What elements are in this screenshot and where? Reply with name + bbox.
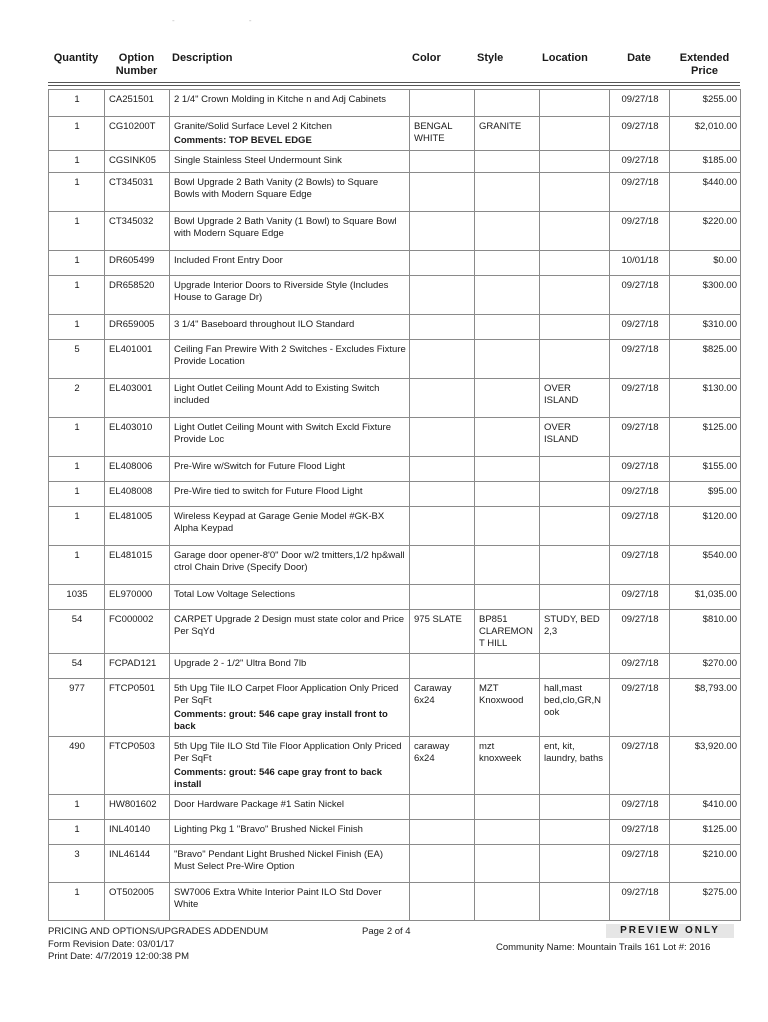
description-text: "Bravo" Pendant Light Brushed Nickel Finish (EA) Must Select Pre-Wire Option [174,849,383,872]
quantity-cell: 1 [49,883,105,921]
description-text: 3 1/4" Baseboard throughout ILO Standard [174,319,355,330]
quantity-cell: 490 [49,737,105,795]
quantity-cell: 977 [49,679,105,737]
description-cell [170,379,410,418]
quantity-cell: 1 [49,418,105,457]
color-cell [410,507,475,546]
color-cell [410,276,475,315]
location-cell: OVER ISLAND [540,418,610,457]
option-number-cell: INL40140 [105,820,170,845]
color-cell [410,820,475,845]
price-cell: $2,010.00 [670,117,741,151]
location-cell [540,212,610,251]
description-text: Light Outlet Ceiling Mount with Switch Excld Fixture Provide Loc [174,422,392,445]
option-number-cell: CA251501 [105,90,170,117]
location-cell: hall,mast bed,clo,GR,N ook [540,679,610,737]
option-number-cell: OT502005 [105,883,170,921]
style-cell [475,845,540,883]
price-cell: $810.00 [670,610,741,654]
style-cell [475,418,540,457]
quantity-cell: 1 [49,546,105,585]
quantity-cell: 3 [49,845,105,883]
description-text: Wireless Keypad at Garage Genie Model #GK-BX Alpha Keypad [174,511,385,534]
quantity-cell: 1 [49,276,105,315]
date-cell: 09/27/18 [610,820,670,845]
location-cell [540,251,610,276]
option-number-cell: FTCP0501 [105,679,170,737]
style-cell [475,482,540,507]
header-divider [48,82,740,83]
option-number-cell: DR658520 [105,276,170,315]
header-option-number: Option Number [115,52,158,77]
description-cell [170,212,410,251]
description-cell [170,90,410,117]
location-cell [540,845,610,883]
date-cell: 09/27/18 [610,737,670,795]
description-cell [170,151,410,173]
location-cell [540,315,610,340]
option-number-cell: EL408008 [105,482,170,507]
quantity-cell: 1 [49,173,105,212]
color-cell [410,212,475,251]
table-row [49,507,741,546]
style-cell [475,795,540,820]
price-cell: $185.00 [670,151,741,173]
option-number-cell: EL481005 [105,507,170,546]
color-cell: caraway 6x24 [410,737,475,795]
price-cell: $210.00 [670,845,741,883]
date-cell: 09/27/18 [610,507,670,546]
description-cell [170,845,410,883]
form-title: PRICING AND OPTIONS/UPGRADES ADDENDUM [48,926,269,937]
quantity-cell: 1 [49,820,105,845]
date-cell: 09/27/18 [610,457,670,482]
color-cell [410,546,475,585]
date-cell: 09/27/18 [610,845,670,883]
color-cell: BENGAL WHITE [410,117,475,151]
description-text: Garage door opener-8'0" Door w/2 tmitters,1/2 hp&wall ctrol Chain Drive (Specify Door) [174,550,405,573]
description-cell [170,585,410,610]
location-cell: OVER ISLAND [540,379,610,418]
date-cell: 09/27/18 [610,585,670,610]
color-cell [410,315,475,340]
style-cell [475,90,540,117]
description-cell [170,820,410,845]
quantity-cell: 1 [49,795,105,820]
header-quantity: Quantity [53,52,99,64]
option-number-cell: HW801602 [105,795,170,820]
print-date: Print Date: 4/7/2019 12:00:38 PM [48,951,190,962]
color-cell [410,173,475,212]
style-cell [475,173,540,212]
table-row [49,117,741,151]
price-cell: $220.00 [670,212,741,251]
table-row [49,418,741,457]
description-cell [170,883,410,921]
quantity-cell: 2 [49,379,105,418]
table-row [49,151,741,173]
table-row [49,482,741,507]
location-cell [540,151,610,173]
style-cell [475,151,540,173]
price-cell: $270.00 [670,654,741,679]
location-cell [540,795,610,820]
location-cell [540,340,610,379]
location-cell [540,276,610,315]
price-cell: $255.00 [670,90,741,117]
style-cell [475,276,540,315]
description-cell [170,457,410,482]
description-text: 2 1/4" Crown Molding in Kitche n and Adj Cabinets [174,94,386,105]
style-cell [475,340,540,379]
description-text: SW7006 Extra White Interior Paint ILO Std Dover White [174,887,382,910]
location-cell [540,654,610,679]
description-text: Lighting Pkg 1 "Bravo" Brushed Nickel Finish [174,824,363,835]
color-cell [410,845,475,883]
quantity-cell: 1 [49,315,105,340]
style-cell [475,585,540,610]
option-number-cell: CG10200T [105,117,170,151]
description-text: Door Hardware Package #1 Satin Nickel [174,799,345,810]
header-color: Color [412,52,441,64]
style-cell [475,212,540,251]
table-row [49,457,741,482]
option-number-cell: DR605499 [105,251,170,276]
description-cell [170,679,410,737]
description-cell [170,737,410,795]
option-number-cell: EL408006 [105,457,170,482]
description-cell [170,795,410,820]
description-text: Included Front Entry Door [174,255,283,266]
option-number-cell: EL403010 [105,418,170,457]
option-number-cell: CGSINK05 [105,151,170,173]
header-divider [48,85,740,86]
table-row [49,340,741,379]
price-cell: $410.00 [670,795,741,820]
color-cell [410,585,475,610]
table-row [49,546,741,585]
description-cell [170,546,410,585]
style-cell: BP851 CLAREMON T HILL [475,610,540,654]
option-number-cell: EL401001 [105,340,170,379]
style-cell [475,379,540,418]
option-number-cell: FTCP0503 [105,737,170,795]
color-cell [410,418,475,457]
quantity-cell: 54 [49,610,105,654]
style-cell [475,654,540,679]
date-cell: 09/27/18 [610,883,670,921]
date-cell: 09/27/18 [610,418,670,457]
date-cell: 09/27/18 [610,340,670,379]
price-cell: $540.00 [670,546,741,585]
date-cell: 09/27/18 [610,151,670,173]
column-header-row [48,48,740,80]
option-number-cell: FC000002 [105,610,170,654]
page-number: Page 2 of 4 [362,926,411,937]
color-cell [410,251,475,276]
description-cell [170,482,410,507]
quantity-cell: 1035 [49,585,105,610]
header-location: Location [542,52,588,64]
style-cell: mzt knoxweek [475,737,540,795]
price-cell: $440.00 [670,173,741,212]
location-cell [540,546,610,585]
option-number-cell: EL970000 [105,585,170,610]
description-text: CARPET Upgrade 2 Design must state color and Price Per SqYd [174,614,405,637]
description-text: Bowl Upgrade 2 Bath Vanity (2 Bowls) to Square Bowls with Modern Square Edge [174,177,379,200]
table-row [49,90,741,117]
description-cell [170,173,410,212]
style-cell [475,507,540,546]
location-cell: ent, kit, laundry, baths [540,737,610,795]
color-cell: 975 SLATE [410,610,475,654]
quantity-cell: 1 [49,117,105,151]
description-text: Pre-Wire tied to switch for Future Flood Light [174,486,363,497]
style-cell [475,883,540,921]
color-cell: Caraway 6x24 [410,679,475,737]
description-text: Light Outlet Ceiling Mount Add to Existing Switch included [174,383,380,406]
date-cell: 09/27/18 [610,482,670,507]
table-row [49,610,741,654]
table-row [49,795,741,820]
table-row [49,251,741,276]
table-row [49,654,741,679]
quantity-cell: 1 [49,90,105,117]
color-cell [410,379,475,418]
color-cell [410,340,475,379]
form-info [48,926,268,964]
style-cell [475,315,540,340]
description-cell [170,315,410,340]
date-cell: 09/27/18 [610,117,670,151]
header-extended-price: Extended Price [679,52,730,77]
color-cell [410,883,475,921]
date-cell: 09/27/18 [610,654,670,679]
price-cell: $8,793.00 [670,679,741,737]
table-row [49,315,741,340]
date-cell: 09/27/18 [610,379,670,418]
date-cell: 09/27/18 [610,610,670,654]
option-number-cell: CT345032 [105,212,170,251]
scan-artifact: - - [172,16,288,25]
price-cell: $95.00 [670,482,741,507]
description-text: 5th Upg Tile ILO Carpet Floor Application Only Priced Per SqFt [174,683,399,706]
description-cell [170,507,410,546]
option-number-cell: FCPAD121 [105,654,170,679]
price-cell: $825.00 [670,340,741,379]
price-cell: $310.00 [670,315,741,340]
price-cell: $155.00 [670,457,741,482]
table-row [49,845,741,883]
description-cell [170,418,410,457]
quantity-cell: 1 [49,457,105,482]
option-number-cell: DR659005 [105,315,170,340]
price-cell: $1,035.00 [670,585,741,610]
description-text: Bowl Upgrade 2 Bath Vanity (1 Bowl) to Square Bowl with Modern Square Edge [174,216,397,239]
style-cell [475,820,540,845]
table-row [49,883,741,921]
date-cell: 09/27/18 [610,315,670,340]
description-cell [170,251,410,276]
options-table [48,89,741,921]
table-row [49,679,741,737]
style-cell: MZT Knoxwood [475,679,540,737]
price-cell: $125.00 [670,820,741,845]
table-row [49,737,741,795]
date-cell: 09/27/18 [610,546,670,585]
preview-only-banner: PREVIEW ONLY [606,924,734,938]
color-cell [410,482,475,507]
form-revision-date: Form Revision Date: 03/01/17 [48,938,175,950]
price-cell: $3,920.00 [670,737,741,795]
description-text: 5th Upg Tile ILO Std Tile Floor Application Only Priced Per SqFt [174,741,402,764]
header-date: Date [627,52,651,64]
location-cell [540,585,610,610]
quantity-cell: 54 [49,654,105,679]
community-lot-info: Community Name: Mountain Trails 161 Lot #: 2016 [496,942,711,953]
description-cell [170,654,410,679]
color-cell [410,151,475,173]
date-cell: 10/01/18 [610,251,670,276]
location-cell [540,173,610,212]
date-cell: 09/27/18 [610,679,670,737]
comment-text: Comments: grout: 546 cape gray front to back install [174,767,382,790]
quantity-cell: 1 [49,251,105,276]
description-text: Pre-Wire w/Switch for Future Flood Light [174,461,346,472]
date-cell: 09/27/18 [610,173,670,212]
location-cell [540,457,610,482]
quantity-cell: 1 [49,151,105,173]
description-text: Granite/Solid Surface Level 2 Kitchen [174,121,332,132]
quantity-cell: 1 [49,482,105,507]
table-row [49,212,741,251]
color-cell [410,654,475,679]
table-row [49,820,741,845]
description-text: Upgrade 2 - 1/2" Ultra Bond 7lb [174,658,307,669]
location-cell [540,482,610,507]
description-text: Total Low Voltage Selections [174,589,295,600]
header-description: Description [172,52,233,64]
location-cell: STUDY, BED 2,3 [540,610,610,654]
comment-text: Comments: TOP BEVEL EDGE [174,135,312,146]
style-cell [475,457,540,482]
quantity-cell: 1 [49,507,105,546]
date-cell: 09/27/18 [610,276,670,315]
price-cell: $125.00 [670,418,741,457]
table-row [49,173,741,212]
table-row [49,379,741,418]
quantity-cell: 1 [49,212,105,251]
option-number-cell: INL46144 [105,845,170,883]
style-cell: GRANITE [475,117,540,151]
color-cell [410,795,475,820]
location-cell [540,90,610,117]
location-cell [540,820,610,845]
price-cell: $300.00 [670,276,741,315]
price-cell: $120.00 [670,507,741,546]
quantity-cell: 5 [49,340,105,379]
date-cell: 09/27/18 [610,795,670,820]
option-number-cell: EL403001 [105,379,170,418]
style-cell [475,251,540,276]
color-cell [410,457,475,482]
date-cell: 09/27/18 [610,212,670,251]
price-cell: $275.00 [670,883,741,921]
options-table-body [49,90,741,921]
option-number-cell: CT345031 [105,173,170,212]
location-cell [540,117,610,151]
comment-text: Comments: grout: 546 cape gray install front to back [174,709,388,732]
style-cell [475,546,540,585]
description-cell [170,610,410,654]
description-text: Upgrade Interior Doors to Riverside Style (Includes House to Garage Dr) [174,280,389,303]
color-cell [410,90,475,117]
date-cell: 09/27/18 [610,90,670,117]
description-cell [170,276,410,315]
price-cell: $130.00 [670,379,741,418]
description-text: Ceiling Fan Prewire With 2 Switches - Excludes Fixture Provide Location [174,344,406,367]
description-text: Single Stainless Steel Undermount Sink [174,155,342,166]
location-cell [540,507,610,546]
price-cell: $0.00 [670,251,741,276]
description-cell [170,117,410,151]
table-row [49,585,741,610]
option-number-cell: EL481015 [105,546,170,585]
header-style: Style [477,52,504,64]
table-row [49,276,741,315]
description-cell [170,340,410,379]
location-cell [540,883,610,921]
